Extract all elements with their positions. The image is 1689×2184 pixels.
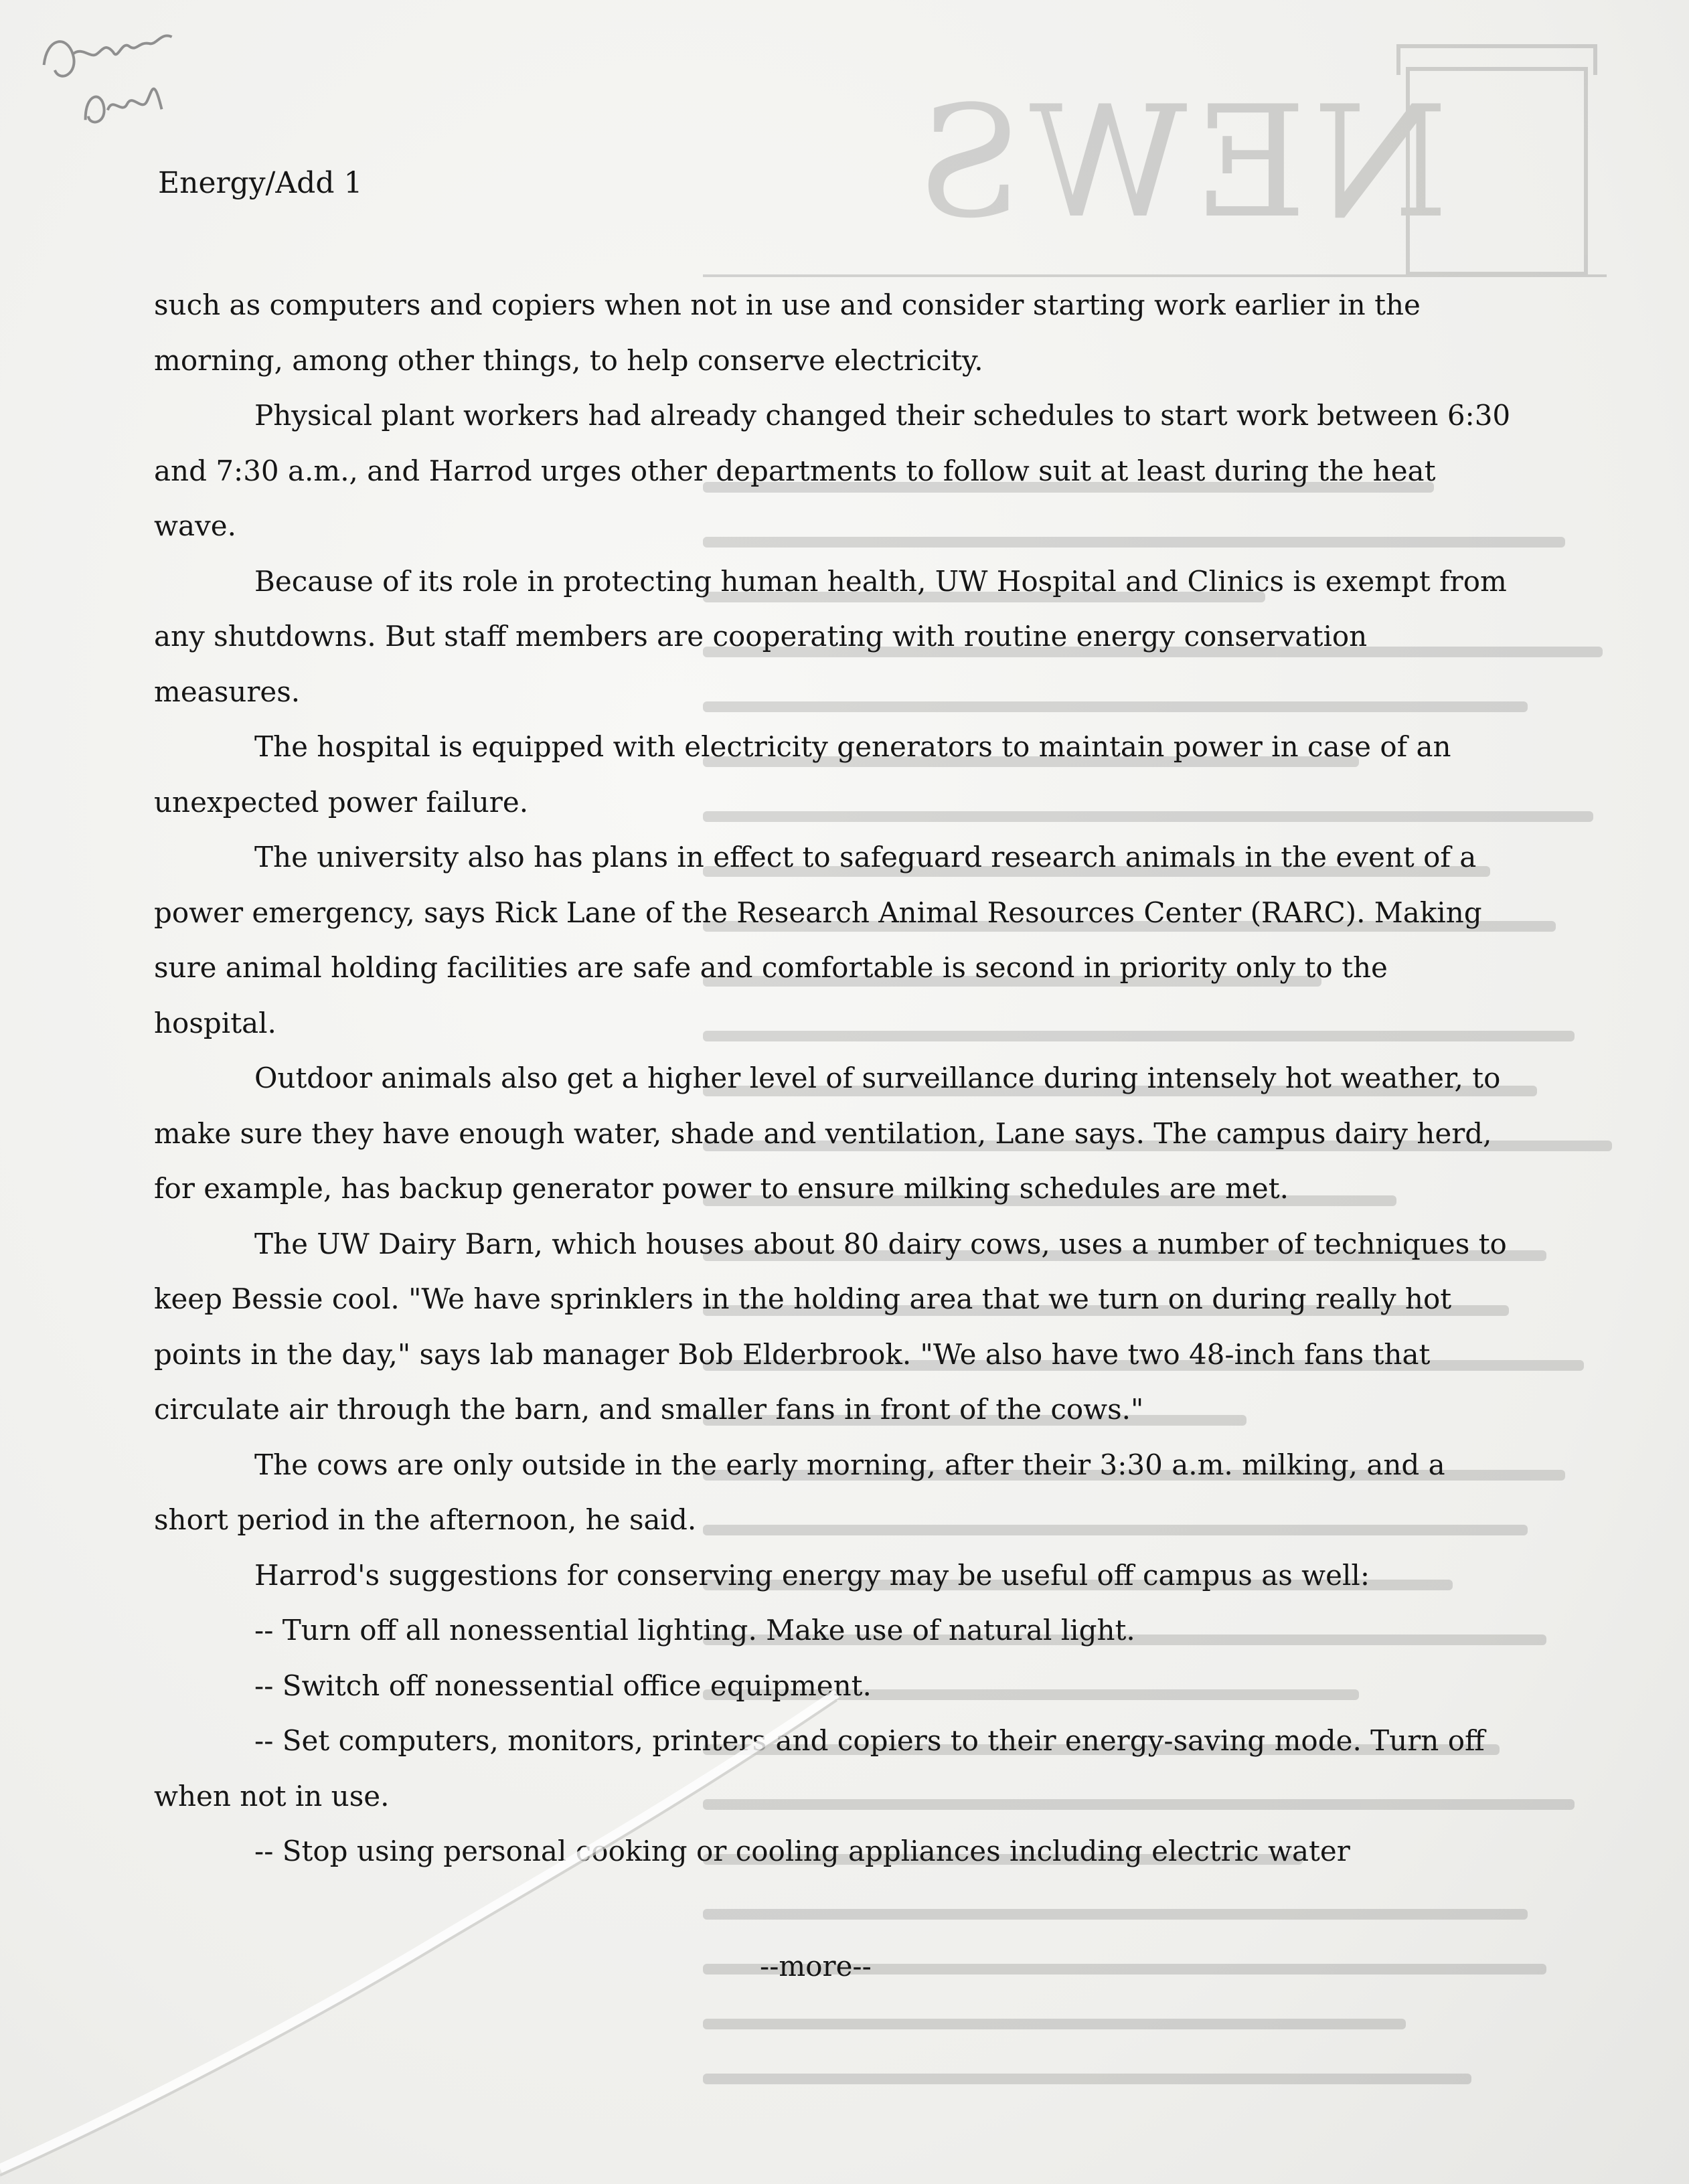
- paragraph: The university also has plans in effect to safeguard research animals in the event of a power emergency, says Rick Lane of the Research Animal Resources Center (RARC). Making sure animal holding facilities are safe and comfortable is second in priority only to the hospital.: [154, 841, 1482, 1039]
- ghost-rule: [703, 274, 1607, 277]
- tip-item: -- Stop using personal cooking or cooling appliances including electric water: [254, 1835, 1350, 1867]
- paragraph: Because of its role in protecting human health, UW Hospital and Clinics is exempt from any shutdowns. But staff members are cooperating with routine energy conservation measures.: [154, 564, 1507, 708]
- tip-item: -- Set computers, monitors, printers and copiers to their energy-saving mode. Turn off when not in use.: [154, 1724, 1485, 1813]
- handwritten-note-image: [19, 0, 236, 161]
- article-body: [154, 278, 1513, 1879]
- page-header: Energy/Add 1: [158, 166, 363, 200]
- paragraph: Physical plant workers had already changed their schedules to start work between 6:30 and 7:30 a.m., and Harrod urges other departments to follow suit at least during the heat wave.: [154, 399, 1511, 542]
- handwritten-note: [19, 0, 236, 161]
- paragraph: such as computers and copiers when not in use and consider starting work earlier in the morning, among other things, to help conserve electricity.: [154, 288, 1421, 377]
- tip-item: -- Switch off nonessential office equipment.: [254, 1669, 872, 1702]
- paragraph: The UW Dairy Barn, which houses about 80 dairy cows, uses a number of techniques to keep Bessie cool. "We have sprinklers in the holding area that we turn on during really hot points in the day," says lab manager Bob Elderbrook. "We also have two 48-inch fans that circulate air through the barn, and smaller fans in front of the cows.": [154, 1227, 1507, 1426]
- more-footer: --more--: [760, 1950, 872, 1983]
- paragraph: The hospital is equipped with electricity generators to maintain power in case of an unexpected power failure.: [154, 730, 1451, 819]
- paragraph: Outdoor animals also get a higher level of surveillance during intensely hot weather, to make sure they have enough water, shade and ventilation, Lane says. The campus dairy herd, for example, has backup generator power to ensure milking schedules are met.: [154, 1062, 1501, 1205]
- tip-item: -- Turn off all nonessential lighting. Make use of natural light.: [254, 1614, 1135, 1647]
- paragraph: The cows are only outside in the early morning, after their 3:30 a.m. milking, and a short period in the afternoon, he said.: [154, 1448, 1445, 1536]
- paragraph: Harrod's suggestions for conserving energy may be useful off campus as well:: [254, 1558, 1370, 1592]
- ghost-building-icon: [1406, 67, 1588, 276]
- ghost-news-logo: NEWS: [910, 74, 1449, 252]
